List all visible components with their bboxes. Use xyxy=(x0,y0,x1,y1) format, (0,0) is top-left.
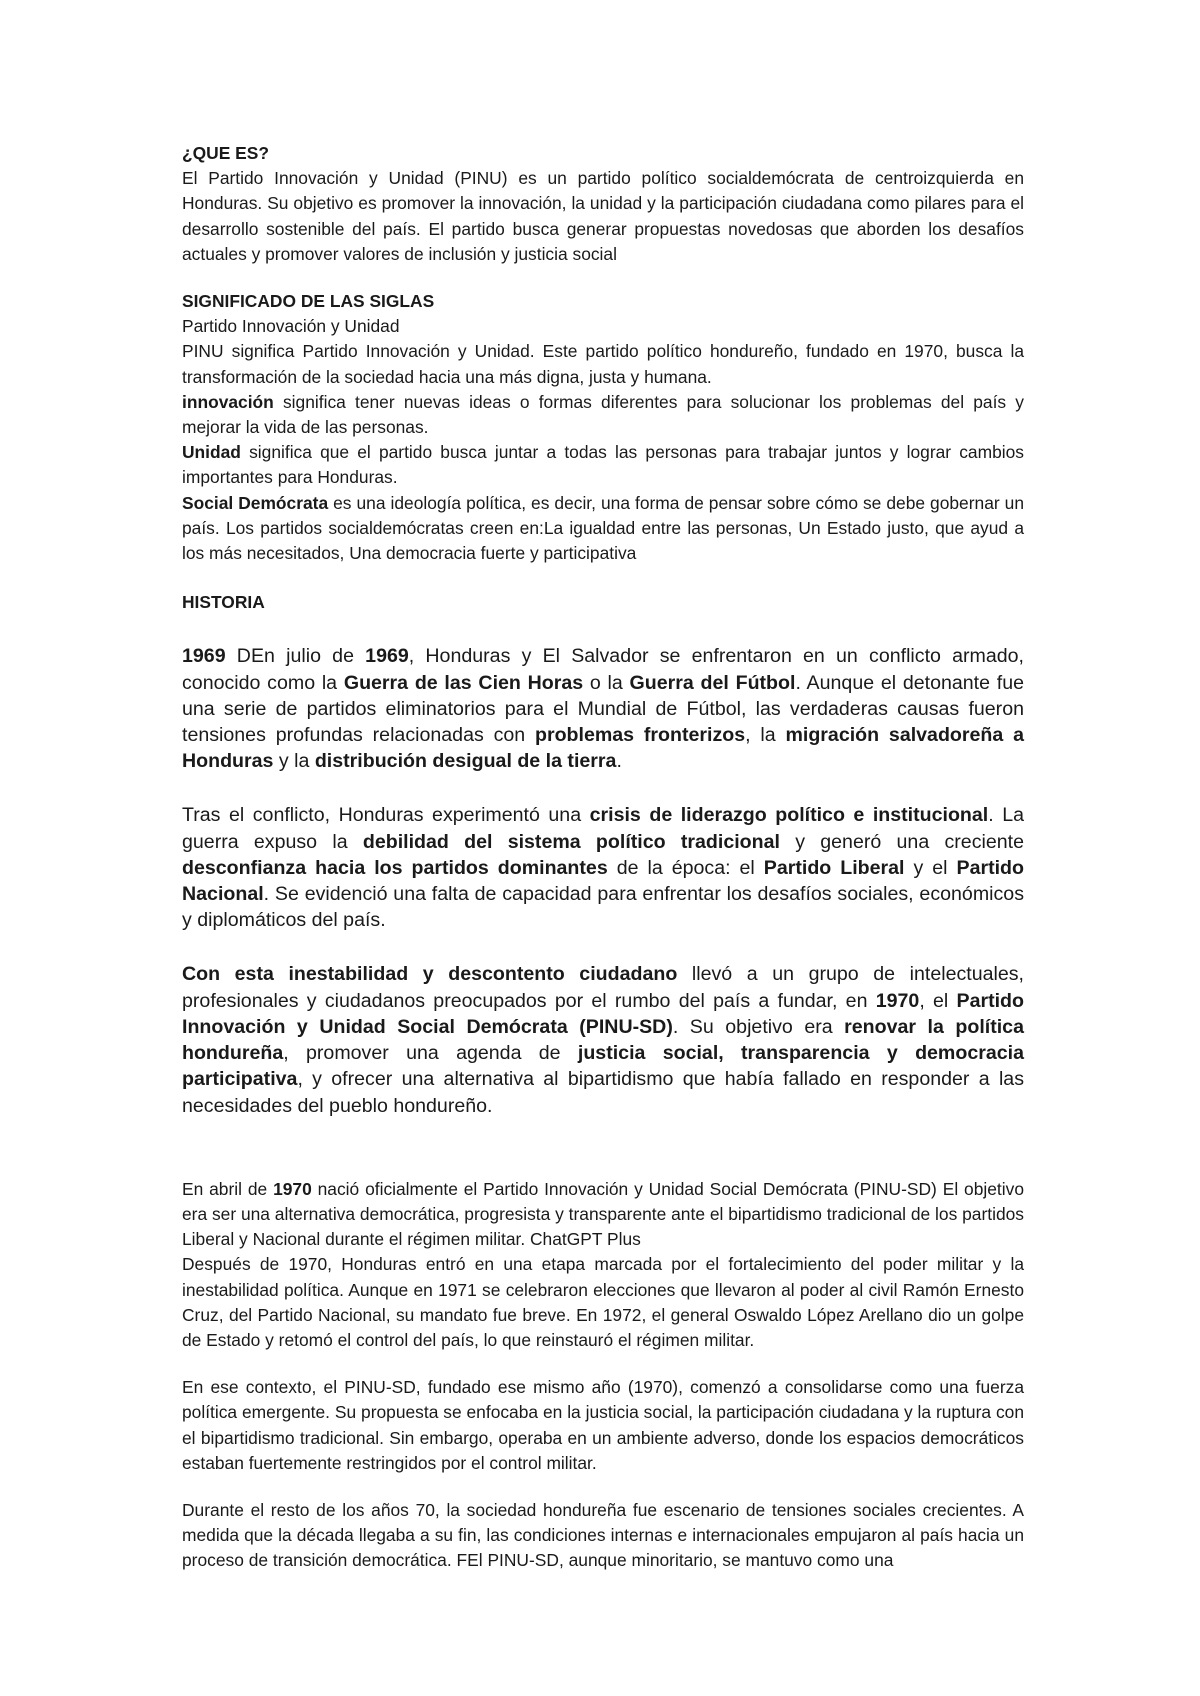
historia-paragraph-crisis xyxy=(182,802,1024,933)
innovacion-term: innovación xyxy=(182,391,274,412)
bold-run: 1969 xyxy=(182,645,226,668)
text-run: nació oficialmente el Partido Innovación y Unidad Social Demócrata (PINU-SD) El objetivo era ser una alternativa democrática, progresista y transparente ante el bipartidismo tradicional de los partidos Liberal y Nacional durante el régimen militar. ChatGPT Plus xyxy=(182,1178,1024,1250)
innovacion-definition xyxy=(182,390,1024,440)
text-run: de la época: el xyxy=(607,856,764,879)
text-run: . Su objetivo era xyxy=(672,1015,845,1038)
text-run: , y ofrecer una alternativa al bipartidismo que había fallado en responder a las necesidades del pueblo hondureño. xyxy=(182,1068,1024,1117)
bold-run: debilidad del sistema político tradicional xyxy=(362,830,780,853)
text-run: y generó una creciente xyxy=(779,830,1024,853)
siglas-heading: SIGNIFICADO DE LAS SIGLAS xyxy=(182,291,435,312)
historia-heading: HISTORIA xyxy=(182,592,265,613)
bold-run: renovar la política hondureña xyxy=(182,1015,1024,1065)
text-run: , el xyxy=(919,989,957,1012)
bold-run: Guerra del Fútbol xyxy=(629,671,796,694)
historia-paragraph-1969 xyxy=(182,643,1024,774)
social-definition xyxy=(182,491,1024,567)
historia-paragraph-abril-1970 xyxy=(182,1177,1024,1253)
bold-run: Partido Nacional xyxy=(182,856,1024,906)
text-run: Tras el conflicto, Honduras experimentó una xyxy=(182,804,590,827)
bold-run: distribución desigual de la tierra xyxy=(314,750,617,773)
bold-run: Partido Innovación y Unidad Social Demócrata (PINU-SD) xyxy=(182,989,1024,1038)
bold-run: desconfianza hacia los partidos dominantes xyxy=(182,856,608,879)
historia-paragraph-fundacion xyxy=(182,961,1024,1118)
text-run: En abril de xyxy=(182,1178,274,1199)
historia-paragraph-contexto: En ese contexto, el PINU-SD, fundado ese mismo año (1970), comenzó a consolidarse como una fuerza política emergente. Su propuesta se enfocaba en la justicia social, la participación ciudadana y la ruptura con el bipartidismo tradicional. Sin embargo, operaba en un ambiente adverso, donde los espacios democráticos estaban fuertemente restringidos por el control militar. xyxy=(182,1377,1024,1473)
innovacion-text: significa tener nuevas ideas o formas diferentes para solucionar los problemas del país y mejorar la vida de las personas. xyxy=(182,391,1024,438)
siglas-intro: PINU significa Partido Innovación y Unidad. Este partido político hondureño, fundado en 1970, busca la transformación de la sociedad hacia una más digna, justa y humana. xyxy=(182,341,1024,387)
text-run: , la xyxy=(745,724,786,747)
social-term: Social Demócrata xyxy=(182,492,329,513)
bold-run: crisis de liderazgo político e institucional xyxy=(589,804,989,827)
bold-run: 1970 xyxy=(875,989,920,1012)
unidad-text: significa que el partido busca juntar a todas las personas para trabajar juntos y lograr cambios importantes para Honduras. xyxy=(182,442,1024,488)
historia-paragraph-despues-1970: Después de 1970, Honduras entró en una etapa marcada por el fortalecimiento del poder militar y la inestabilidad política. Aunque en 1971 se celebraron elecciones que llevaron al poder al civil Ramón Ernesto Cruz, del Partido Nacional, su mandato fue breve. En 1972, el general Oswaldo López Arellano dio un golpe de Estado y retomó el control del país, lo que reinstauró el régimen militar. xyxy=(182,1254,1024,1350)
bold-run: problemas fronterizos xyxy=(534,724,746,747)
text-run: . xyxy=(616,750,622,773)
text-run: . Aunque el detonante fue una serie de partidos eliminatorios para el Mundial de Fútbol, las verdaderas causas fueron tensiones profundas relacionadas con xyxy=(182,671,1024,747)
unidad-term: Unidad xyxy=(182,442,241,463)
unidad-definition xyxy=(182,440,1024,490)
que-es-heading: ¿QUE ES? xyxy=(182,143,269,163)
que-es-paragraph: El Partido Innovación y Unidad (PINU) es un partido político socialdemócrata de centroizquierda en Honduras. Su objetivo es promover la innovación, la unidad y la participación ciudadana como pilares para el desarrollo sostenible del país. El partido busca generar propuestas novedosas que aborden los desafíos actuales y promover valores de inclusión y justicia social xyxy=(182,168,1024,264)
bold-run: Guerra de las Cien Horas xyxy=(343,671,584,694)
text-run: y la xyxy=(273,750,315,773)
text-run: llevó a un grupo de intelectuales, profesionales y ciudadanos preocupados por el rumbo del país a fundar, en xyxy=(182,963,1024,1012)
historia-paragraph-anos-70: Durante el resto de los años 70, la sociedad hondureña fue escenario de tensiones sociales crecientes. A medida que la década llegaba a su fin, las condiciones internas e internacionales empujaron al país hacia un proceso de transición democrática. FEl PINU-SD, aunque minoritario, se mantuvo como una xyxy=(182,1499,1024,1571)
bold-run: 1969 xyxy=(365,645,409,668)
text-run: y el xyxy=(904,856,957,879)
bold-run: migración salvadoreña a Honduras xyxy=(182,724,1024,773)
bold-run: justicia social, transparencia y democracia participativa xyxy=(182,1042,1024,1091)
text-run: , promover una agenda de xyxy=(283,1042,578,1065)
bold-run: 1970 xyxy=(273,1178,312,1199)
siglas-name: Partido Innovación y Unidad xyxy=(182,316,400,337)
bold-run: Con esta inestabilidad y descontento ciudadano xyxy=(182,963,678,986)
text-run: . La guerra expuso la xyxy=(182,804,1025,853)
text-run: , Honduras y El Salvador se enfrentaron en un conflicto armado, conocido como la xyxy=(182,645,1024,694)
bold-run: Partido Liberal xyxy=(763,856,905,879)
social-text: es una ideología política, es decir, una forma de pensar sobre cómo se debe gobernar un país. Los partidos socialdemócratas creen en:La igualdad entre las personas, Un Estado justo, que ayud a los más necesitados, Una democracia fuerte y participativa xyxy=(182,492,1025,564)
text-run: o la xyxy=(583,671,630,694)
text-run: . Se evidenció una falta de capacidad para enfrentar los desafíos sociales, económicos y diplomáticos del país. xyxy=(182,883,1024,932)
text-run: DEn julio de xyxy=(225,645,366,668)
